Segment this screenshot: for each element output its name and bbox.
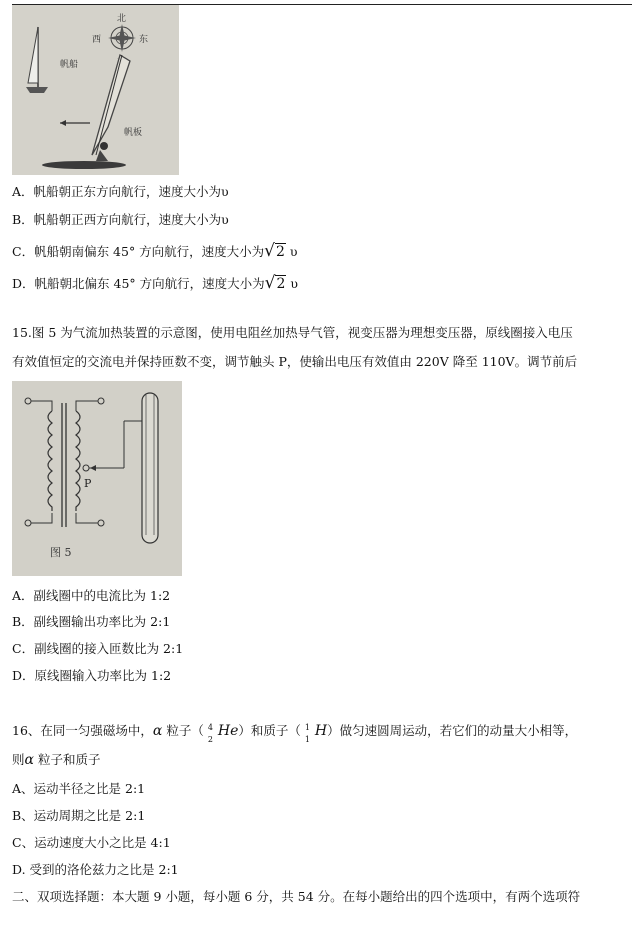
q15-option-a: A．副线圈中的电流比为 1:2 [12, 588, 171, 603]
hydrogen-mass-number: 1 [304, 722, 310, 732]
transformer-figure [12, 381, 182, 576]
q15-option-d: D．原线圈输入功率比为 1:2 [12, 668, 172, 683]
q16-line2-post: 粒子和质子 [33, 752, 101, 767]
q14-option-d-text: D．帆船朝北偏东 45° 方向航行，速度大小为 [12, 276, 265, 291]
q16-line2-pre: 则 [12, 752, 25, 767]
q14-option-c-unit: υ [285, 244, 298, 259]
compass-north: 北 [117, 14, 127, 24]
hydrogen-isotope [301, 722, 315, 744]
sqrt-icon: √2 [264, 241, 285, 261]
q14-option-c-radicand: 2 [276, 244, 285, 260]
q15-stem-line2: 有效值恒定的交流电并保持匝数不变，调节触头 P，使输出电压有效值由 220V 降至 110V。调节前后 [12, 354, 578, 369]
q16-stem-part4: ）做匀速圆周运动，若它们的动量大小相等， [327, 723, 578, 738]
transformer-drawing [12, 381, 182, 576]
board-label: 帆板 [124, 128, 143, 138]
figure-5-caption: 图 5 [50, 546, 72, 559]
helium-isotope [204, 722, 218, 744]
boat-label: 帆船 [60, 60, 79, 70]
q14-option-d-unit: υ [286, 276, 298, 291]
q14-option-b: B．帆船朝正西方向航行，速度大小为υ [12, 212, 229, 227]
q16-stem-part1: 16、在同一匀强磁场中， [12, 723, 153, 738]
hydrogen-charge-number: 1 [304, 734, 310, 744]
q14-option-a: A．帆船朝正东方向航行，速度大小为υ [12, 184, 229, 199]
compass-west: 西 [92, 35, 102, 45]
compass-east: 东 [139, 35, 149, 45]
section-2-heading: 二、双项选择题：本大题 9 小题，每小题 6 分，共 54 分。在每小题给出的四个选项中，有两个选项符 [12, 889, 581, 904]
q15-stem-line1: 15.图 5 为气流加热装置的示意图，使用电阻丝加热导气管，视变压器为理想变压器，原线圈接入电压 [12, 325, 573, 340]
q16-option-a: A、运动半径之比是 2:1 [12, 781, 146, 796]
p-label: P [84, 477, 92, 490]
q16-stem-part2: 粒子（ [162, 723, 204, 738]
q15-option-c: C．副线圈的接入匝数比为 2:1 [12, 641, 184, 656]
alpha-symbol: α [152, 723, 163, 739]
q16-stem-line1 [12, 722, 578, 744]
helium-symbol: He [217, 723, 239, 739]
sailboard-drawing [12, 5, 179, 175]
helium-mass-number: 4 [207, 722, 213, 732]
q15-option-b: B．副线圈输出功率比为 2:1 [12, 614, 171, 629]
sqrt-icon: √2 [264, 273, 286, 293]
q14-option-d [12, 275, 298, 292]
q14-option-c-text: C．帆船朝南偏东 45° 方向航行，速度大小为 [12, 244, 265, 259]
q14-option-d-radicand: 2 [276, 276, 286, 292]
q14-option-c [12, 243, 298, 260]
q16-option-d: D. 受到的洛伦兹力之比是 2:1 [12, 862, 179, 877]
heating-tube-icon [142, 393, 158, 543]
helium-charge-number: 2 [207, 734, 213, 744]
hydrogen-symbol: H [314, 723, 328, 739]
q16-stem-line2 [12, 752, 100, 768]
sailboard-figure [12, 5, 179, 175]
alpha-symbol: α [24, 752, 34, 768]
q16-stem-part3: ）和质子（ [238, 723, 301, 738]
q16-option-c: C、运动速度大小之比是 4:1 [12, 835, 171, 850]
q16-option-b: B、运动周期之比是 2:1 [12, 808, 146, 823]
